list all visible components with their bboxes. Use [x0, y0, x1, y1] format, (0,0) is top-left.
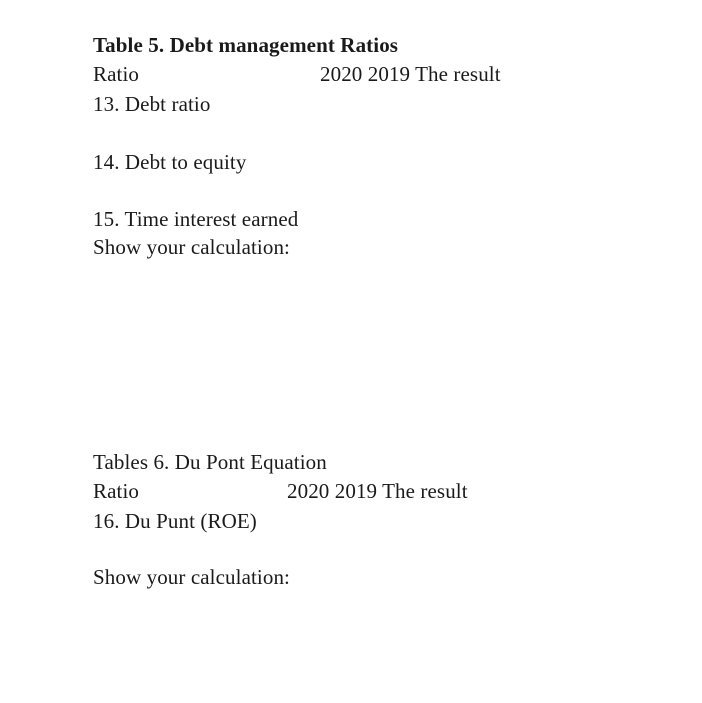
- table5-title: Table 5. Debt management Ratios: [93, 33, 399, 57]
- table6-row-du-punt-roe: 16. Du Punt (ROE): [93, 509, 257, 533]
- table5-header-columns: 2020 2019 The result: [320, 62, 501, 86]
- table5-show-calculation: Show your calculation:: [93, 235, 290, 259]
- table5-row-time-interest-earned: 15. Time interest earned: [93, 207, 299, 231]
- table6-header-ratio: Ratio: [93, 479, 139, 503]
- table5-header-ratio: Ratio: [93, 62, 139, 86]
- table5-row-debt-ratio: 13. Debt ratio: [93, 92, 211, 116]
- table6-show-calculation: Show your calculation:: [93, 565, 290, 589]
- table6-title: Tables 6. Du Pont Equation: [93, 450, 327, 474]
- table5-row-debt-to-equity: 14. Debt to equity: [93, 150, 247, 174]
- table6-header-columns: 2020 2019 The result: [287, 479, 468, 503]
